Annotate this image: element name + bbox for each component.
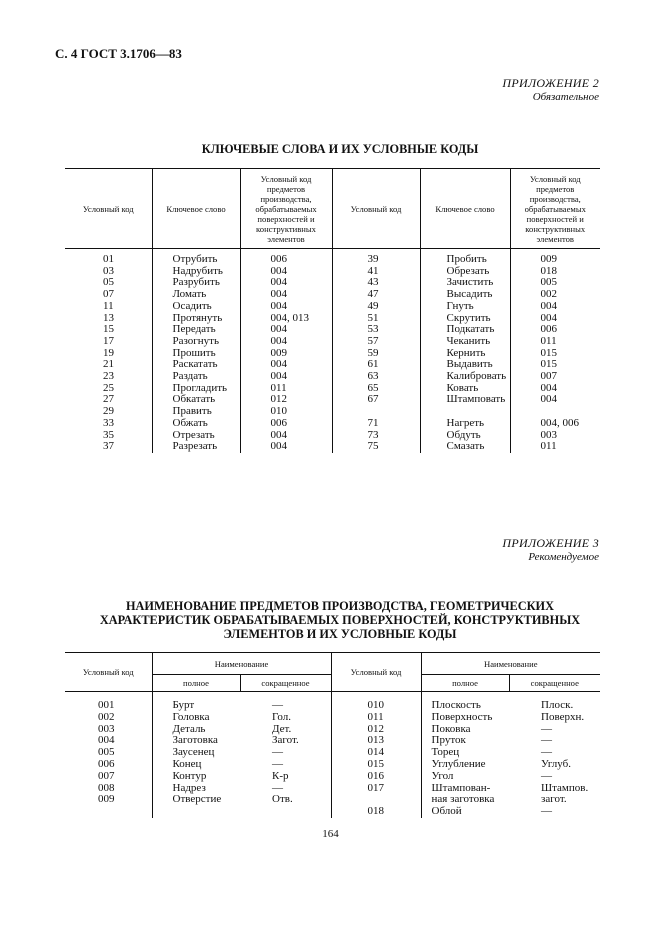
keywords-table-body: [65, 249, 600, 453]
table-cell-c2: 017: [331, 783, 421, 795]
table-row: [65, 759, 600, 771]
table-cell-c1: 37: [65, 441, 152, 453]
table-cell-o1: 004: [240, 441, 332, 453]
table-cell-f2: Штампован-: [431, 781, 491, 794]
table-cell-k2: Зачистить: [420, 277, 510, 289]
table-cell-o1: 004: [240, 359, 332, 371]
table-cell-c1: 009: [65, 794, 152, 806]
table-row: [65, 249, 600, 266]
table-cell-c1: 05: [65, 277, 152, 289]
table-cell-k1: Раздать: [152, 371, 240, 383]
table-cell-k1: Разогнуть: [152, 336, 240, 348]
table-row: [65, 277, 600, 289]
table-cell-k2: Гнуть: [420, 301, 510, 313]
table-cell-c1: 17: [65, 336, 152, 348]
table-cell-o1: 004, 013: [240, 313, 332, 325]
col-code-1: Условный код: [65, 653, 152, 692]
table-cell-k1: Ломать: [152, 289, 240, 301]
table-cell-f2: Углубление: [431, 757, 486, 770]
table-cell-k1: Прогладить: [152, 383, 240, 395]
table-cell-c2: 67: [332, 394, 420, 406]
table-row: [65, 430, 600, 442]
table-cell-c1: 29: [65, 406, 152, 418]
table-cell-s2: —: [541, 722, 553, 735]
table-cell-f2: Поверхность: [431, 710, 493, 723]
table-cell-c1: 01: [65, 249, 152, 266]
appendix-3-title-line: ХАРАКТЕРИСТИК ОБРАБАТЫВАЕМЫХ ПОВЕРХНОСТЕЙ, КОНСТРУКТИВНЫХ: [99, 613, 581, 627]
table-row: [65, 301, 600, 313]
table-cell-o1: 012: [240, 394, 332, 406]
col-name-1: Наименование: [152, 653, 331, 675]
table-cell-c2: 53: [332, 324, 420, 336]
col-objects-2: Условный код предметов производства, обрабатываемых поверхностей и конструктивных элементов: [510, 169, 600, 249]
page-header: С. 4 ГОСТ 3.1706—83: [55, 46, 182, 61]
table-cell-k2: Калибровать: [420, 371, 510, 383]
table-cell-o1: 004: [240, 336, 332, 348]
table-cell-s1: Отв.: [240, 794, 331, 806]
table-row: [65, 794, 600, 806]
table-cell-c1: 33: [65, 418, 152, 430]
table-cell-s2: Углуб.: [541, 757, 571, 770]
table-cell-f1: Головка: [172, 710, 210, 723]
objects-table-header: [65, 653, 600, 675]
table-cell-o2: 002: [540, 288, 557, 301]
table-cell-s1: —: [240, 759, 331, 771]
col-name-2: Наименование: [421, 653, 600, 675]
table-cell-c2: 59: [332, 348, 420, 360]
appendix-2-label: ПРИЛОЖЕНИЕ 2: [502, 76, 599, 90]
table-cell-o2: 003: [540, 428, 557, 441]
table-cell-f2: Пруток: [431, 734, 466, 747]
table-row: [65, 735, 600, 747]
appendix-3-label: ПРИЛОЖЕНИЕ 3: [502, 536, 599, 550]
table-cell-c2: 51: [332, 313, 420, 325]
appendix-3-title-line: НАИМЕНОВАНИЕ ПРЕДМЕТОВ ПРОИЗВОДСТВА, ГЕОМЕТРИЧЕСКИХ: [125, 599, 554, 613]
table-cell-c2: 71: [332, 418, 420, 430]
table-cell-o2: 018: [540, 264, 557, 277]
table-cell-f2: Торец: [431, 746, 460, 759]
table-cell-f1: Заусенец: [172, 746, 215, 759]
table-cell-s1: —: [240, 783, 331, 795]
table-cell-k1: Разрезать: [152, 441, 240, 453]
table-cell-s2: —: [541, 746, 553, 759]
table-cell-o2: 009: [540, 253, 557, 265]
appendix-2-heading: [502, 76, 599, 104]
table-cell-o2: 004: [540, 299, 557, 312]
table-row: [65, 806, 600, 818]
table-cell-s2: Штампов.: [541, 781, 589, 794]
table-cell-o1: 011: [240, 383, 332, 395]
table-row: [65, 359, 600, 371]
table-cell-f2: Поковка: [431, 722, 471, 735]
table-cell-o2: 004: [540, 311, 557, 324]
table-cell-k2: Выдавить: [420, 359, 510, 371]
table-cell-o1: 004: [240, 266, 332, 278]
table-cell-c1: 008: [65, 783, 152, 795]
table-row: [65, 771, 600, 783]
table-row: [65, 441, 600, 453]
table-cell-c2: 65: [332, 383, 420, 395]
table-cell-k1: Осадить: [152, 301, 240, 313]
table-row: [65, 712, 600, 724]
col-code-1: Условный код: [65, 169, 152, 249]
table-cell-o1: 004: [240, 430, 332, 442]
table-row: [65, 336, 600, 348]
table-row: [65, 313, 600, 325]
table-cell-c1: 21: [65, 359, 152, 371]
table-cell-c2: 012: [331, 724, 421, 736]
table-cell-k1: Отрезать: [152, 430, 240, 442]
table-cell-k2: Смазать: [420, 441, 510, 453]
table-cell-k2: Высадить: [420, 289, 510, 301]
table-row: [65, 747, 600, 759]
table-cell-s1: Гол.: [240, 712, 331, 724]
table-cell-c1: 07: [65, 289, 152, 301]
table-row: [65, 394, 600, 406]
table-cell-c1: 15: [65, 324, 152, 336]
table-cell-k1: Надрубить: [152, 266, 240, 278]
table-cell-c1: 23: [65, 371, 152, 383]
table-cell-c1: 03: [65, 266, 152, 278]
appendix-3-title-line: ЭЛЕМЕНТОВ И ИХ УСЛОВНЫЕ КОДЫ: [223, 627, 457, 641]
table-cell-o2: 004: [540, 393, 557, 406]
table-cell-c1: 19: [65, 348, 152, 360]
table-cell-c1: [65, 806, 152, 818]
table-cell-c1: 27: [65, 394, 152, 406]
appendix-2-status: Обязательное: [532, 91, 599, 103]
table-row: [65, 266, 600, 278]
table-cell-k2: Кернить: [420, 348, 510, 360]
table-cell-k1: Прошить: [152, 348, 240, 360]
table-cell-c2: 014: [331, 747, 421, 759]
col-code-2: Условный код: [331, 653, 421, 692]
table-row: [65, 406, 600, 418]
table-cell-s1: Загот.: [240, 735, 331, 747]
table-cell-c1: 005: [65, 747, 152, 759]
table-cell-c2: 43: [332, 277, 420, 289]
table-cell-o2: 004, 006: [540, 416, 579, 429]
table-cell-o2: 015: [540, 346, 557, 359]
col-full-1: полное: [152, 675, 240, 692]
table-cell-k1: Обкатать: [152, 394, 240, 406]
appendix-2-title: КЛЮЧЕВЫЕ СЛОВА И ИХ УСЛОВНЫЕ КОДЫ: [201, 142, 479, 156]
table-cell-o1: 010: [240, 406, 332, 418]
col-keyword-2: Ключевое слово: [420, 169, 510, 249]
table-cell-c1: 002: [65, 712, 152, 724]
table-cell-f1: Надрез: [172, 781, 206, 794]
table-cell-f1: Заготовка: [172, 734, 218, 747]
table-row: [65, 324, 600, 336]
table-cell-c2: 018: [331, 806, 421, 818]
table-cell-k1: Передать: [152, 324, 240, 336]
table-cell-c2: 016: [331, 771, 421, 783]
table-cell-c2: 73: [332, 430, 420, 442]
table-cell-k1: Обжать: [152, 418, 240, 430]
page-number: 164: [322, 828, 339, 840]
table-row: [65, 692, 600, 712]
table-cell-k1: Отрубить: [152, 249, 240, 266]
table-cell-c1: 006: [65, 759, 152, 771]
table-cell-s2: —: [541, 805, 553, 818]
table-cell-o2: 015: [540, 358, 557, 371]
table-cell-c2: 011: [331, 712, 421, 724]
table-cell-o1: 004: [240, 301, 332, 313]
appendix-3-title: [60, 599, 620, 641]
table-cell-k2: Ковать: [420, 383, 510, 395]
table-cell-f2: Плоскость: [431, 699, 481, 711]
table-cell-s1: Дет.: [240, 724, 331, 736]
table-cell-o1: 006: [240, 249, 332, 266]
table-cell-c1: 13: [65, 313, 152, 325]
appendix-3-status: Рекомендуемое: [528, 551, 599, 563]
table-cell-c1: 004: [65, 735, 152, 747]
col-keyword-1: Ключевое слово: [152, 169, 240, 249]
table-cell-k2: Штамповать: [420, 394, 510, 406]
table-cell-c1: 25: [65, 383, 152, 395]
table-cell-f2: Облой: [431, 805, 462, 818]
table-cell-k2: Нагреть: [420, 418, 510, 430]
table-cell-s2: —: [541, 734, 553, 747]
table-cell-f1: Контур: [172, 769, 207, 782]
table-cell-k1: Раскатать: [152, 359, 240, 371]
table-cell-c2: 47: [332, 289, 420, 301]
table-row: [65, 371, 600, 383]
table-cell-o1: 004: [240, 371, 332, 383]
table-cell-o1: 004: [240, 324, 332, 336]
table-cell-c1: 007: [65, 771, 152, 783]
objects-table-body: [65, 692, 600, 818]
table-cell-o2: 006: [540, 323, 557, 336]
table-cell-f1: Конец: [172, 757, 202, 770]
table-cell-f2: Угол: [431, 769, 454, 782]
table-cell-k2: Скрутить: [420, 313, 510, 325]
objects-table: [65, 652, 600, 818]
table-cell-c2: 010: [331, 692, 421, 712]
table-cell-f2: ная заготовка: [431, 793, 495, 806]
keywords-table: [65, 168, 600, 453]
table-cell-s2: загот.: [541, 793, 567, 806]
col-objects-1: Условный код предметов производства, обрабатываемых поверхностей и конструктивных элементов: [240, 169, 332, 249]
table-cell-c2: 49: [332, 301, 420, 313]
col-full-2: полное: [421, 675, 509, 692]
table-cell-k1: Разрубить: [152, 277, 240, 289]
table-cell-c2: 61: [332, 359, 420, 371]
table-cell-c2: 57: [332, 336, 420, 348]
table-cell-k2: Обдуть: [420, 430, 510, 442]
table-cell-f1: Бурт: [172, 699, 195, 711]
table-cell-f1: Деталь: [172, 722, 206, 735]
table-cell-s1: —: [240, 747, 331, 759]
table-cell-o1: 004: [240, 277, 332, 289]
table-cell-f1: Отверстие: [172, 793, 222, 806]
table-cell-s2: —: [541, 769, 553, 782]
table-cell-k2: Обрезать: [420, 266, 510, 278]
table-cell-k2: Подкатать: [420, 324, 510, 336]
table-cell-k1: Править: [152, 406, 240, 418]
col-short-2: сокращенное: [509, 675, 600, 692]
table-cell-o1: 004: [240, 289, 332, 301]
col-short-1: сокращенное: [240, 675, 331, 692]
table-cell-c1: 003: [65, 724, 152, 736]
keywords-table-header: [65, 169, 600, 249]
table-cell-k2: Чеканить: [420, 336, 510, 348]
col-code-2: Условный код: [332, 169, 420, 249]
table-cell-c2: 63: [332, 371, 420, 383]
table-cell-o2: 005: [540, 276, 557, 289]
table-cell-c2: 39: [332, 249, 420, 266]
table-cell-f1: [152, 806, 240, 818]
table-cell-c2: 015: [331, 759, 421, 771]
table-cell-o2: 011: [540, 440, 557, 453]
table-cell-o2: 004: [540, 381, 557, 394]
table-cell-k2: Пробить: [420, 249, 510, 266]
table-cell-s1: [240, 806, 331, 818]
table-cell-s2: Плоск.: [541, 699, 574, 711]
table-row: [65, 383, 600, 395]
table-row: [65, 289, 600, 301]
table-cell-c1: 001: [65, 692, 152, 712]
table-cell-o1: 009: [240, 348, 332, 360]
table-cell-s1: —: [240, 692, 331, 712]
table-row: [65, 783, 600, 795]
table-cell-c2: 75: [332, 441, 420, 453]
table-cell-o1: 006: [240, 418, 332, 430]
table-row: [65, 418, 600, 430]
table-cell-c2: 41: [332, 266, 420, 278]
table-cell-s1: К-р: [240, 771, 331, 783]
table-cell-c1: 35: [65, 430, 152, 442]
table-cell-s2: Поверхн.: [541, 710, 585, 723]
table-cell-c2: 013: [331, 735, 421, 747]
table-cell-o2: 007: [540, 370, 557, 383]
table-cell-k1: Протянуть: [152, 313, 240, 325]
appendix-3-heading: [502, 536, 599, 564]
table-row: [65, 724, 600, 736]
table-cell-c1: 11: [65, 301, 152, 313]
table-cell-o2: 011: [540, 334, 557, 347]
table-row: [65, 348, 600, 360]
